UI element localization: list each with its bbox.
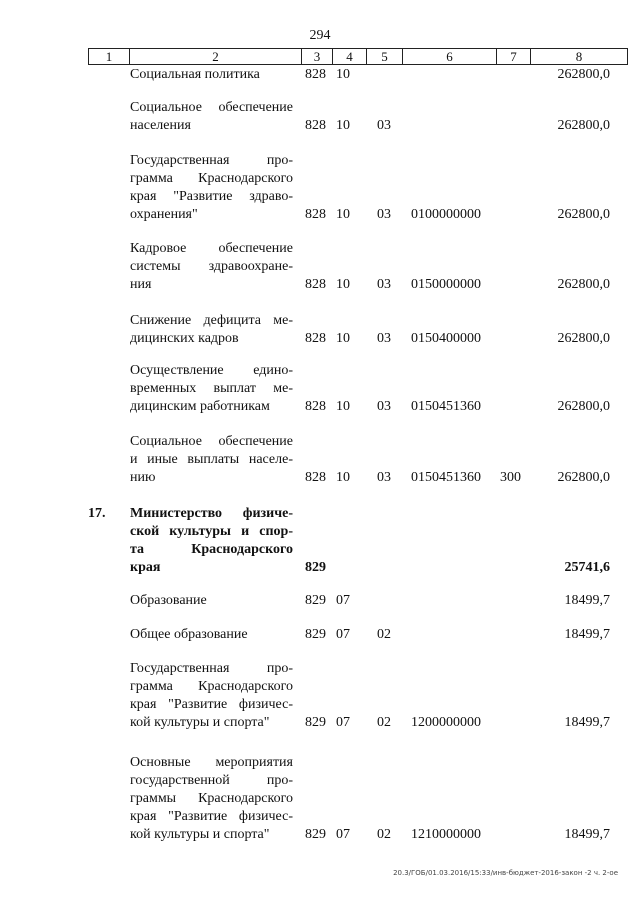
cell-col-5: 03 [377, 118, 391, 133]
row-name [130, 240, 293, 294]
table-row [0, 592, 640, 610]
cell-col-8: 262800,0 [557, 331, 610, 346]
footer-stamp: 20.3/ГОБ/01.03.2016/15:33/инв-бюджет-2016-закон -2 ч. 2-ое [393, 869, 618, 877]
cell-col-3: 829 [305, 827, 326, 842]
cell-col-8: 262800,0 [557, 470, 610, 485]
cell-col-5: 03 [377, 207, 391, 222]
row-name [130, 66, 293, 84]
cell-col-7: 300 [500, 470, 521, 485]
row-name-line: государственной про- [130, 773, 293, 788]
table-row [0, 152, 640, 224]
row-name-line: Социальное обеспечение [130, 434, 293, 449]
row-name-line: населения [130, 118, 191, 133]
cell-col-4: 07 [336, 827, 350, 842]
table-row [0, 240, 640, 294]
cell-col-3: 828 [305, 470, 326, 485]
table-row [0, 660, 640, 732]
row-name [130, 152, 293, 224]
table-row [0, 626, 640, 644]
cell-col-5: 02 [377, 627, 391, 642]
row-name-line: Снижение дефицита ме- [130, 313, 293, 328]
row-name-line: охранения" [130, 207, 198, 222]
cell-col-4: 10 [336, 118, 350, 133]
cell-col-4: 10 [336, 67, 350, 82]
table-row [0, 433, 640, 487]
cell-col-5: 03 [377, 399, 391, 414]
header-col-2: 2 [130, 49, 302, 64]
row-name-line: Государственная про- [130, 153, 293, 168]
row-name-line: Основные мероприятия [130, 755, 293, 770]
row-name-line: Социальное обеспечение [130, 100, 293, 115]
row-name-line: Общее образование [130, 627, 248, 642]
row-name [130, 660, 293, 732]
row-name-line: и иные выплаты населе- [130, 452, 293, 467]
row-name-line: дицинским работникам [130, 399, 270, 414]
cell-col-4: 07 [336, 715, 350, 730]
cell-col-6: 0150451360 [411, 399, 481, 414]
row-name-line: нию [130, 470, 156, 485]
cell-col-6: 0150400000 [411, 331, 481, 346]
cell-col-5: 02 [377, 715, 391, 730]
cell-col-8: 262800,0 [557, 67, 610, 82]
table-row [0, 754, 640, 844]
cell-col-4: 10 [336, 331, 350, 346]
row-number: 17. [88, 506, 106, 521]
row-name [130, 362, 293, 416]
cell-col-4: 10 [336, 399, 350, 414]
row-name-line: граммы Краснодарского [130, 791, 293, 806]
row-name-line: Образование [130, 593, 207, 608]
row-name [130, 99, 293, 135]
cell-col-8: 18499,7 [564, 627, 610, 642]
cell-col-4: 10 [336, 470, 350, 485]
row-name [130, 592, 293, 610]
page-number: 294 [309, 28, 331, 43]
cell-col-3: 828 [305, 331, 326, 346]
header-col-7: 7 [497, 49, 531, 64]
cell-col-8: 262800,0 [557, 118, 610, 133]
cell-col-3: 828 [305, 207, 326, 222]
cell-col-3: 829 [305, 715, 326, 730]
cell-col-6: 0150451360 [411, 470, 481, 485]
row-name-line: кой культуры и спорта" [130, 715, 270, 730]
cell-col-8: 262800,0 [557, 277, 610, 292]
row-name-line: края "Развитие физичес- [130, 697, 293, 712]
row-name-line: дицинских кадров [130, 331, 239, 346]
cell-col-8: 262800,0 [557, 399, 610, 414]
table-header-row [88, 48, 628, 65]
row-name-line: Социальная политика [130, 67, 260, 82]
cell-col-6: 1200000000 [411, 715, 481, 730]
row-name-line: системы здравоохране- [130, 259, 293, 274]
row-name-line: Осуществление едино- [130, 363, 293, 378]
cell-col-5: 03 [377, 331, 391, 346]
cell-col-8: 18499,7 [564, 715, 610, 730]
cell-col-3: 828 [305, 67, 326, 82]
row-name-line: Государственная про- [130, 661, 293, 676]
cell-col-6: 1210000000 [411, 827, 481, 842]
header-col-6: 6 [403, 49, 497, 64]
row-name-line: ской культуры и спор- [130, 524, 293, 539]
cell-col-4: 07 [336, 627, 350, 642]
cell-col-3: 828 [305, 277, 326, 292]
row-name-line: временных выплат ме- [130, 381, 293, 396]
row-name-line: грамма Краснодарского [130, 679, 293, 694]
cell-col-3: 828 [305, 118, 326, 133]
cell-col-3: 829 [305, 593, 326, 608]
cell-col-8: 18499,7 [564, 827, 610, 842]
header-col-1: 1 [89, 49, 130, 64]
row-name-line: Кадровое обеспечение [130, 241, 293, 256]
cell-col-5: 03 [377, 277, 391, 292]
row-name-line: Министерство физиче- [130, 506, 293, 521]
header-col-8: 8 [575, 49, 583, 64]
header-col-3: 3 [302, 49, 333, 64]
table-row [0, 66, 640, 84]
row-name [130, 754, 293, 844]
table-row [0, 312, 640, 348]
row-name [130, 312, 293, 348]
row-name-line: та Краснодарского [130, 542, 293, 557]
cell-col-6: 0150000000 [411, 277, 481, 292]
cell-col-4: 10 [336, 207, 350, 222]
row-name [130, 626, 293, 644]
row-name-line: края "Развитие здраво- [130, 189, 293, 204]
row-name-line: ния [130, 277, 152, 292]
table-row [0, 99, 640, 135]
row-name-line: кой культуры и спорта" [130, 827, 270, 842]
row-name [130, 505, 293, 577]
table-row [0, 505, 640, 577]
table-row [0, 362, 640, 416]
cell-col-8: 262800,0 [557, 207, 610, 222]
cell-col-8: 25741,6 [564, 560, 610, 575]
header-col-4: 4 [333, 49, 367, 64]
cell-col-6: 0100000000 [411, 207, 481, 222]
cell-col-3: 829 [305, 560, 326, 575]
cell-col-4: 10 [336, 277, 350, 292]
row-name-line: грамма Краснодарского [130, 171, 293, 186]
header-col-5: 5 [367, 49, 403, 64]
cell-col-5: 02 [377, 827, 391, 842]
cell-col-3: 828 [305, 399, 326, 414]
cell-col-4: 07 [336, 593, 350, 608]
cell-col-8: 18499,7 [564, 593, 610, 608]
cell-col-5: 03 [377, 470, 391, 485]
row-name [130, 433, 293, 487]
row-name-line: края [130, 560, 161, 575]
cell-col-3: 829 [305, 627, 326, 642]
row-name-line: края "Развитие физичес- [130, 809, 293, 824]
